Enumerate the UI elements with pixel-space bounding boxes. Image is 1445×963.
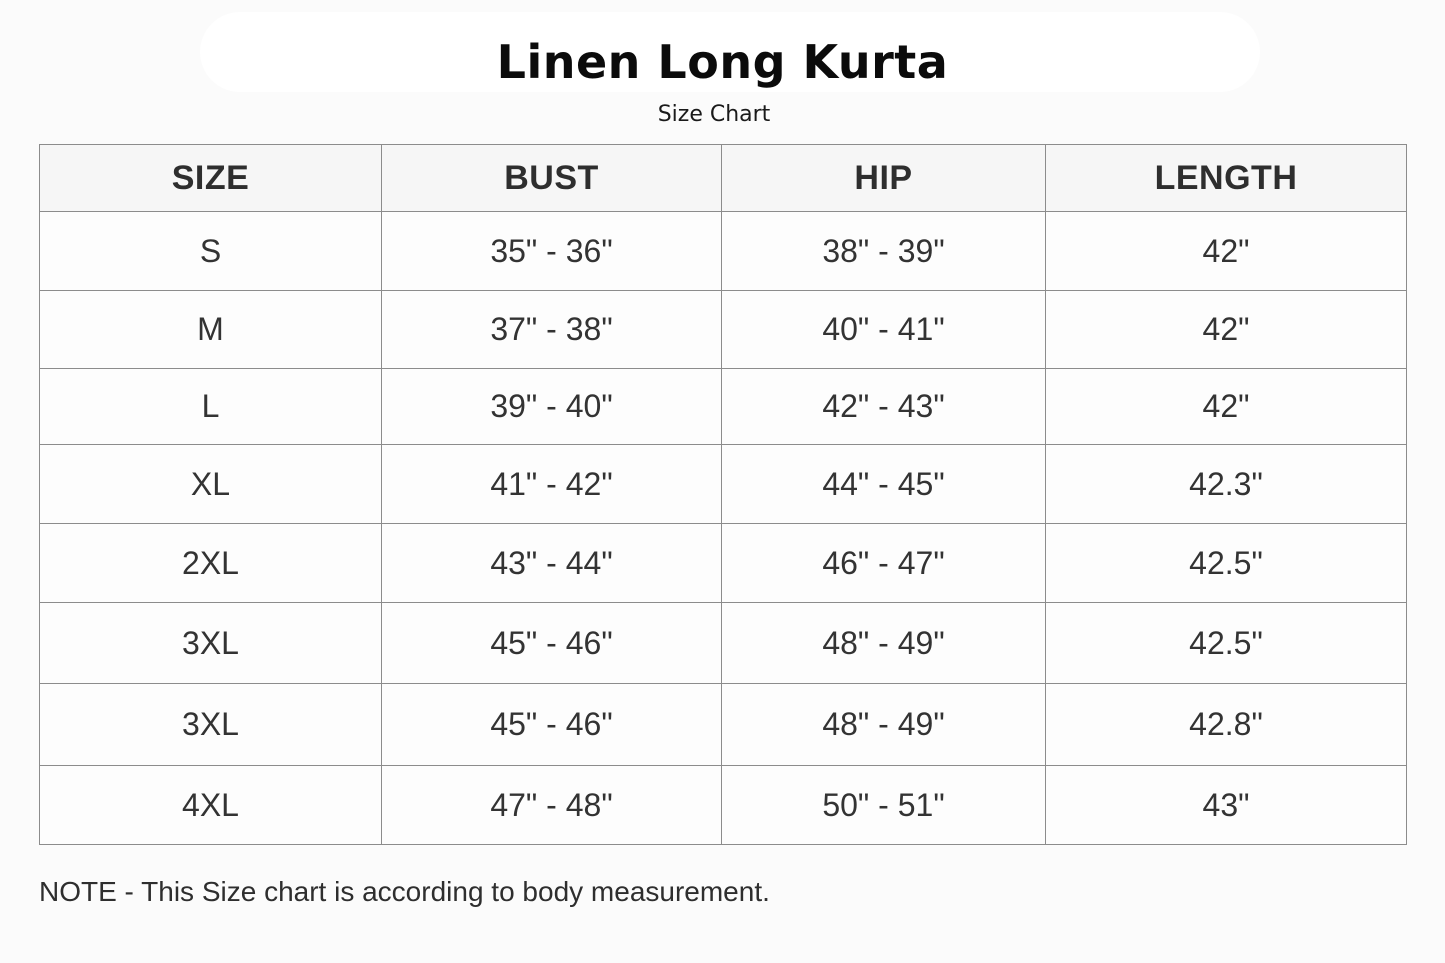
hip-cell: 40" - 41" bbox=[722, 291, 1046, 369]
table-header-row bbox=[40, 145, 1407, 212]
bust-cell: 39" - 40" bbox=[382, 369, 722, 445]
table-row bbox=[40, 369, 1407, 445]
length-cell: 42" bbox=[1046, 212, 1407, 291]
table-row bbox=[40, 291, 1407, 369]
length-cell: 42" bbox=[1046, 291, 1407, 369]
bust-cell: 47" - 48" bbox=[382, 766, 722, 845]
bust-cell: 35" - 36" bbox=[382, 212, 722, 291]
length-cell: 42.3" bbox=[1046, 445, 1407, 524]
column-header-bust: BUST bbox=[382, 145, 722, 212]
size-cell: L bbox=[40, 369, 382, 445]
table-row bbox=[40, 212, 1407, 291]
column-header-hip: HIP bbox=[722, 145, 1046, 212]
bust-cell: 37" - 38" bbox=[382, 291, 722, 369]
page-subtitle: Size Chart bbox=[657, 102, 771, 127]
hip-cell: 48" - 49" bbox=[722, 603, 1046, 684]
bust-cell: 41" - 42" bbox=[382, 445, 722, 524]
hip-cell: 44" - 45" bbox=[722, 445, 1046, 524]
size-cell: S bbox=[40, 212, 382, 291]
length-cell: 42.8" bbox=[1046, 684, 1407, 766]
hip-cell: 50" - 51" bbox=[722, 766, 1046, 845]
size-cell: XL bbox=[40, 445, 382, 524]
length-cell: 42.5" bbox=[1046, 524, 1407, 603]
hip-cell: 48" - 49" bbox=[722, 684, 1046, 766]
size-cell: 4XL bbox=[40, 766, 382, 845]
size-cell: 3XL bbox=[40, 603, 382, 684]
hip-cell: 46" - 47" bbox=[722, 524, 1046, 603]
bust-cell: 45" - 46" bbox=[382, 684, 722, 766]
size-cell: 2XL bbox=[40, 524, 382, 603]
size-cell: 3XL bbox=[40, 684, 382, 766]
page-title: Linen Long Kurta bbox=[496, 35, 949, 89]
table-row bbox=[40, 445, 1407, 524]
column-header-length: LENGTH bbox=[1046, 145, 1407, 212]
bust-cell: 45" - 46" bbox=[382, 603, 722, 684]
column-header-size: SIZE bbox=[40, 145, 382, 212]
table-row bbox=[40, 684, 1407, 766]
table-row bbox=[40, 766, 1407, 845]
hip-cell: 42" - 43" bbox=[722, 369, 1046, 445]
table-row bbox=[40, 524, 1407, 603]
hip-cell: 38" - 39" bbox=[722, 212, 1046, 291]
table-row bbox=[40, 603, 1407, 684]
size-cell: M bbox=[40, 291, 382, 369]
length-cell: 42" bbox=[1046, 369, 1407, 445]
measurement-note: NOTE - This Size chart is according to body measurement. bbox=[39, 876, 770, 907]
length-cell: 43" bbox=[1046, 766, 1407, 845]
size-chart-table bbox=[39, 144, 1407, 845]
bust-cell: 43" - 44" bbox=[382, 524, 722, 603]
length-cell: 42.5" bbox=[1046, 603, 1407, 684]
